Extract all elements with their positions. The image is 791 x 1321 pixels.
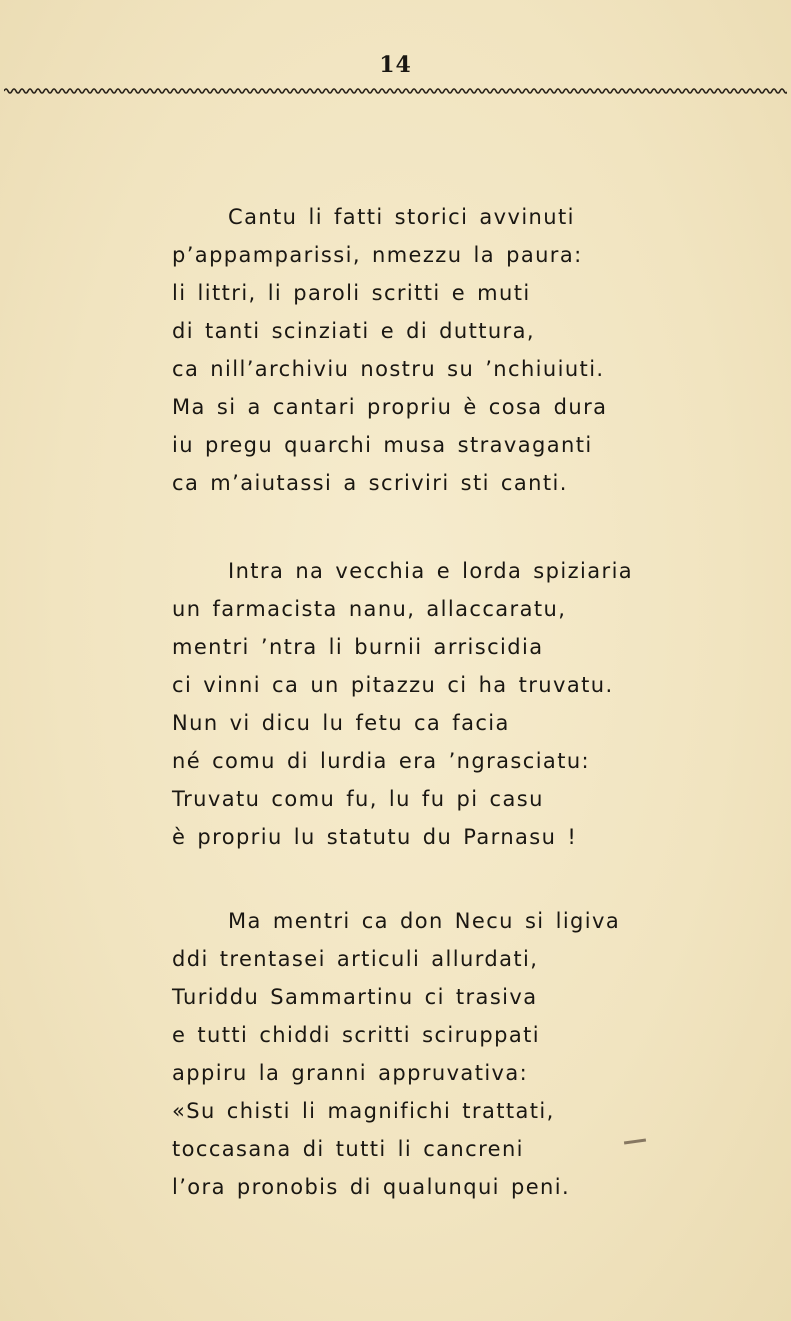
verse-line: di tanti scinziati e di duttura, [172, 319, 535, 343]
verse-line: «Su chisti li magnifichi trattati, [172, 1099, 555, 1123]
page-number: 14 [379, 52, 412, 78]
verse-line: né comu di lurdia era ’ngrasciatu: [172, 749, 591, 773]
verse-line: Cantu li fatti storici avvinuti [228, 205, 575, 229]
verse-line: Intra na vecchia e lorda spiziaria [228, 559, 634, 583]
verse-line: Truvatu comu fu, lu fu pi casu [172, 787, 544, 811]
verse-line: è propriu lu statutu du Parnasu ! [172, 825, 578, 849]
verse-line: li littri, li paroli scritti e muti [172, 281, 531, 305]
verse-line: toccasana di tutti li cancreni [172, 1137, 524, 1161]
verse-line: e tutti chiddi scritti sciruppati [172, 1023, 540, 1047]
verse-line: Ma mentri ca don Necu si ligiva [228, 909, 621, 933]
verse-line: ddi trentasei articuli allurdati, [172, 947, 539, 971]
verse-line: l’ora pronobis di qualunqui peni. [172, 1175, 571, 1199]
verse-line: p’appamparissi, nmezzu la paura: [172, 243, 583, 267]
verse-line: appiru la granni appruvativa: [172, 1061, 529, 1085]
verse-line: un farmacista nanu, allaccaratu, [172, 597, 567, 621]
wavy-rule [4, 84, 787, 98]
verse-line: ca m’aiutassi a scriviri sti canti. [172, 471, 568, 495]
verse-line: mentri ’ntra li burnii arriscidia [172, 635, 544, 659]
verse-line: Nun vi dicu lu fetu ca facia [172, 711, 510, 735]
verse-line: Ma si a cantari propriu è cosa dura [172, 395, 608, 419]
verse-line: Turiddu Sammartinu ci trasiva [172, 985, 538, 1009]
verse-line: iu pregu quarchi musa stravaganti [172, 433, 593, 457]
stanza-2 [172, 552, 652, 856]
verse-line: ci vinni ca un pitazzu ci ha truvatu. [172, 673, 614, 697]
stanza-1 [172, 198, 652, 502]
stanza-3 [172, 902, 652, 1206]
verse-line: ca nill’archiviu nostru su ’nchiuiuti. [172, 357, 605, 381]
